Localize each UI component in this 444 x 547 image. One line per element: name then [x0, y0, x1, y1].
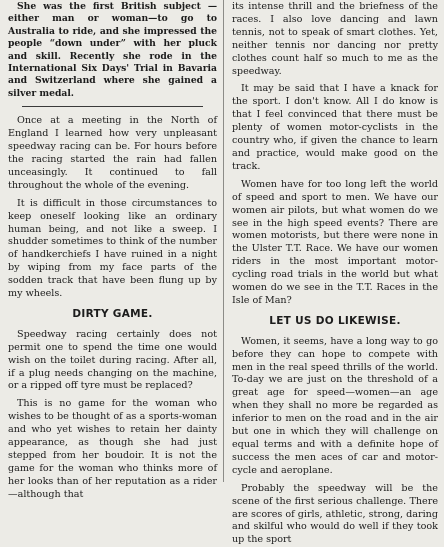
left-column [0, 0, 222, 500]
intro-line: in the International Six Days' Trial [8, 50, 217, 75]
right-column [226, 0, 444, 546]
body-paragraph: It is difficult in those circumstances to keep oneself looking like an ordinary human being, and not like a sweep. I shudder sometimes to think of the number of handkerchiefs I have ruined in a night by wiping from my face parts of the sodden track that have been flung up by my wheels. [8, 197, 217, 300]
body-paragraph: Probably the speedway will be the scene of the first serious challenge. There are scores of girls, athletic, strong, daring and skilful who would do well if they took up the sport [232, 482, 438, 546]
section-rule [22, 106, 203, 107]
intro-line: She was the first British subject [17, 1, 208, 12]
intro-line: Australia to ride, and she impressed [8, 25, 201, 37]
intro-line: the people “down under” with her [8, 25, 217, 50]
body-paragraph: Once at a meeting in the North of England I learned how very unpleasant speedway racing can be. For hours before the racing started the rain had fallen unceasingly. It continued to fall throughout the whole of the evening. [8, 115, 217, 191]
subheading-dirty-game: DIRTY GAME. [72, 307, 153, 320]
body-paragraph: This is no game for the woman who wishes to be thought of as a sports-woman and who yet wishes to retain her dainty appearance, as though she had just stepped from her boudoir. It is not the game for the woman who thinks more of her looks than of her reputation as a rider—although that [8, 398, 217, 500]
intro-line: in Bavaria and Switzerland where [8, 63, 217, 87]
intro-bio-paragraph [8, 1, 217, 100]
body-paragraph: Women have for too long left the world of speed and sport to men. We have our women air pilots, but what women do we see in the high speed events? There are women motorists, but there were none in the Ulster T.T. Race. We have our women riders in the most important motor-cycling road trials in the world but what women do we see in the T.T. Races in the Isle of Man? [232, 178, 438, 306]
column-divider [223, 0, 224, 482]
intro-line: she gained a silver medal. [8, 75, 217, 99]
subheading-let-us-do-likewise: LET US DO LIKEWISE. [269, 314, 401, 327]
body-paragraph: It may be said that I have a knack for the sport. I don't know. All I do know is that I feel convinced that there must be plenty of women motor-cyclists in the country who, if given the chance to learn and practice, would make good on the track. [232, 83, 438, 172]
intro-line: pluck and skill. Recently she rode [8, 38, 217, 62]
body-paragraph: Women, it seems, have a long way to go before they can hope to compete with men in the real speed thrills of the world. To-day we are just on the threshold of a great age for speed—women—an age when they shall no more be regarded as inferior to men on the road and in the air but one in which they will challenge on equal terms and with a definite hope of success the men aces of car and motor-cycle and aeroplane. [232, 335, 438, 476]
body-paragraph: Speedway racing certainly does not permit one to spend the time one would wish on the toilet during racing. After all, if a plug needs changing on the machine, or a ripped off tyre must be replaced? [8, 328, 217, 392]
body-paragraph: its intense thrill and the briefness of the races. I also love dancing and lawn tennis, not to speak of smart clothes. Yet, neither tennis nor dancing nor pretty clothes count half so much to me as the speedway. [232, 1, 438, 77]
intro-line: —either man or woman—to go to [8, 1, 217, 25]
